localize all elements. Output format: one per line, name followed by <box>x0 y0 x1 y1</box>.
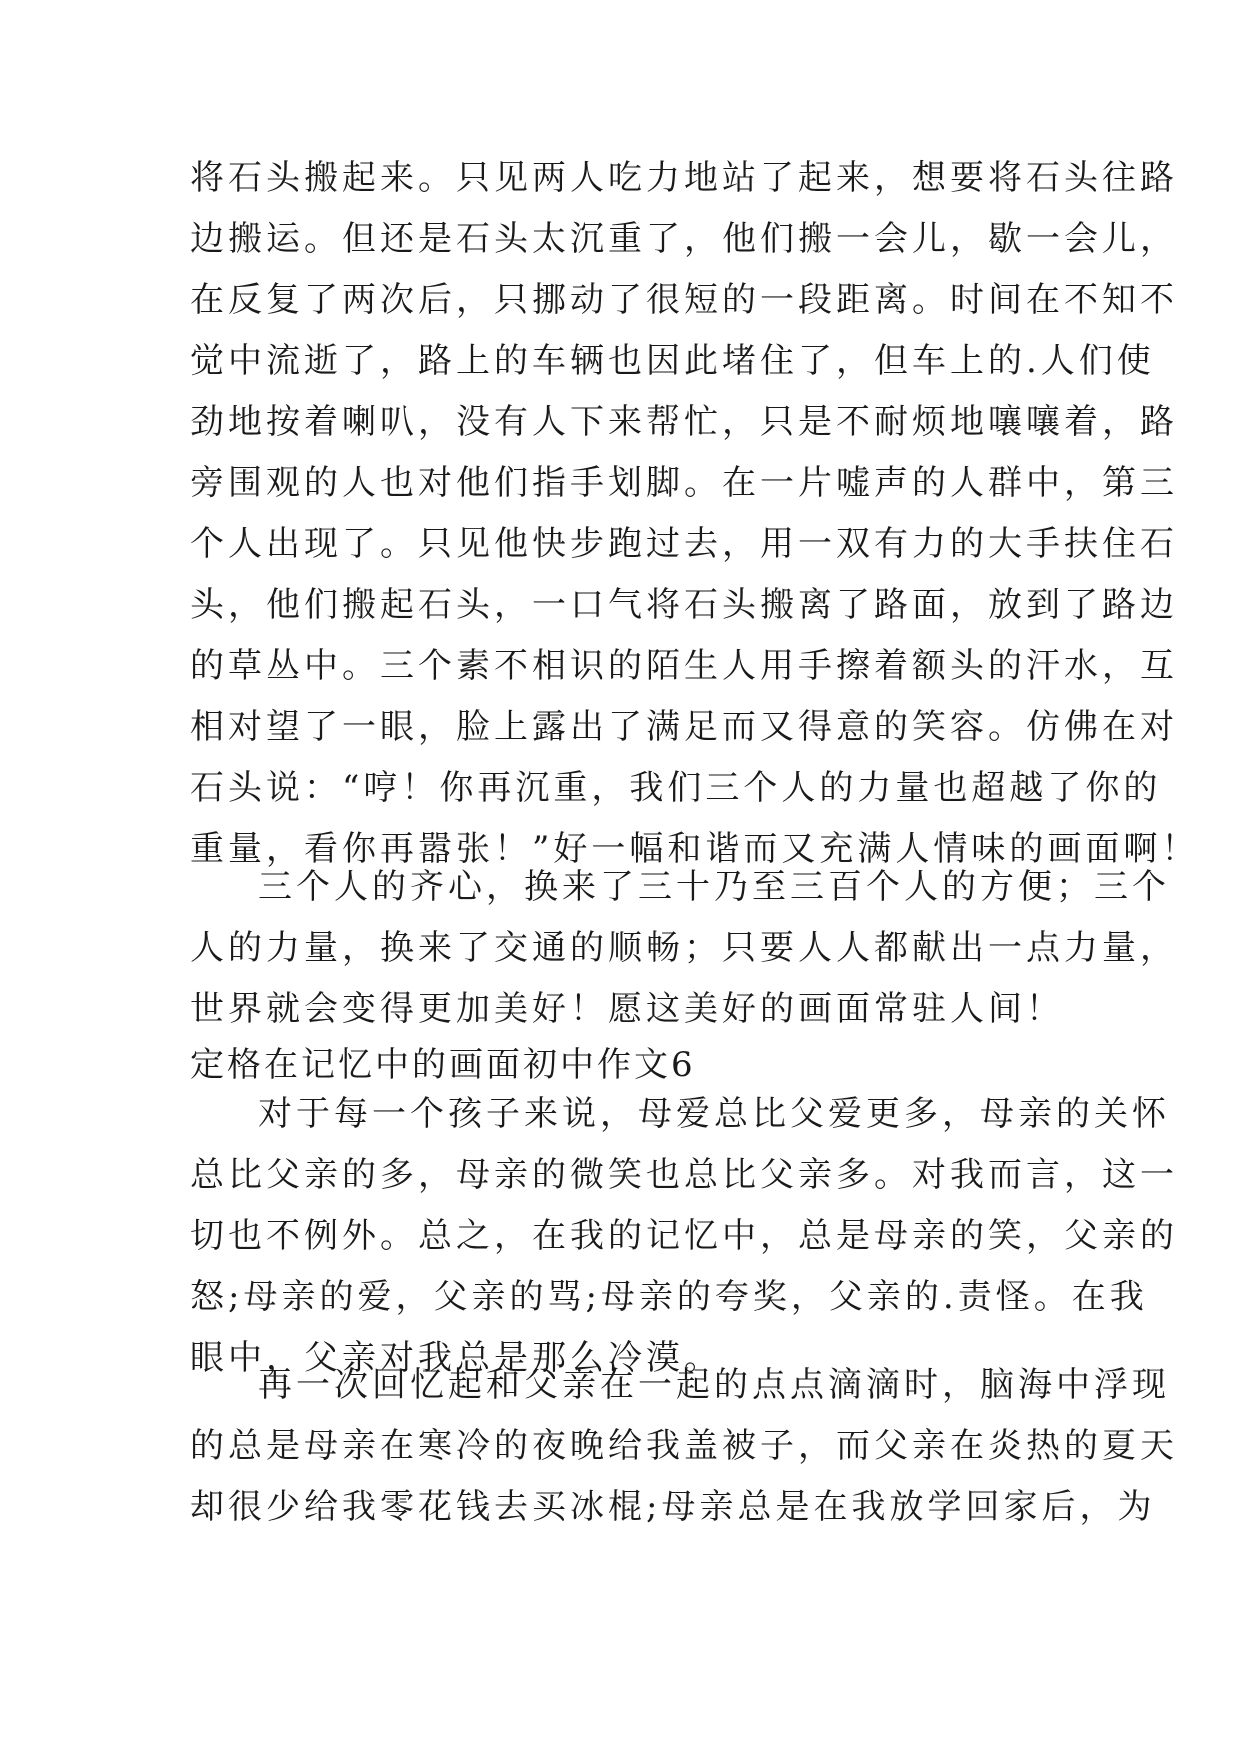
text-line: 切也不例外。总之，在我的记忆中，总是母亲的笑，父亲的 <box>190 1216 1178 1256</box>
text-line: 旁围观的人也对他们指手划脚。在一片嘘声的人群中，第三 <box>190 463 1178 503</box>
heading-text: 定格在记忆中的画面初中作文6 <box>190 1045 696 1085</box>
text-line: 总比父亲的多，母亲的微笑也总比父亲多。对我而言，这一 <box>190 1155 1178 1195</box>
text-line: 对于每一个孩子来说，母爱总比父爱更多，母亲的关怀 <box>258 1094 1170 1134</box>
text-line: 在反复了两次后，只挪动了很短的一段距离。时间在不知不 <box>190 280 1178 320</box>
text-line: 头，他们搬起石头，一口气将石头搬离了路面，放到了路边 <box>190 585 1178 625</box>
paragraph-conclusion <box>190 857 1178 1040</box>
text-line: 相对望了一眼，脸上露出了满足而又得意的笑容。仿佛在对 <box>190 707 1178 747</box>
text-line: 怒;母亲的爱，父亲的骂;母亲的夸奖，父亲的.责怪。在我 <box>190 1277 1148 1317</box>
paragraph-stone-story <box>190 148 1200 880</box>
text-line: 世界就会变得更加美好！愿这美好的画面常驻人间！ <box>190 989 1064 1029</box>
text-line: 个人出现了。只见他快步跑过去，用一双有力的大手扶住石 <box>190 524 1178 564</box>
text-line: 三个人的齐心，换来了三十乃至三百个人的方便；三个 <box>258 867 1170 907</box>
text-line: 石头说：“哼！你再沉重，我们三个人的力量也超越了你的 <box>190 768 1162 808</box>
paragraph-mother-father <box>190 1084 1178 1389</box>
text-line: 重量，看你再嚣张！”好一幅和谐而又充满人情味的画面啊！ <box>190 829 1200 869</box>
text-line: 的草丛中。三个素不相识的陌生人用手擦着额头的汗水，互 <box>190 646 1178 686</box>
text-line: 边搬运。但还是石头太沉重了，他们搬一会儿，歇一会儿， <box>190 219 1178 259</box>
text-line: 却很少给我零花钱去买冰棍;母亲总是在我放学回家后，为 <box>190 1487 1156 1527</box>
text-line: 人的力量，换来了交通的顺畅；只要人人都献出一点力量， <box>190 928 1178 968</box>
text-line: 觉中流逝了，路上的车辆也因此堵住了，但车上的.人们使 <box>190 341 1155 381</box>
text-line: 的总是母亲在寒冷的夜晚给我盖被子，而父亲在炎热的夏天 <box>190 1426 1178 1466</box>
text-line: 劲地按着喇叭，没有人下来帮忙，只是不耐烦地嚷嚷着，路 <box>190 402 1178 442</box>
text-line: 眼中，父亲对我总是那么冷漠。 <box>190 1338 722 1378</box>
text-line: 再一次回忆起和父亲在一起的点点滴滴时，脑海中浮现 <box>258 1365 1170 1405</box>
paragraph-memories <box>190 1355 1178 1538</box>
text-line: 将石头搬起来。只见两人吃力地站了起来，想要将石头往路 <box>190 158 1178 198</box>
